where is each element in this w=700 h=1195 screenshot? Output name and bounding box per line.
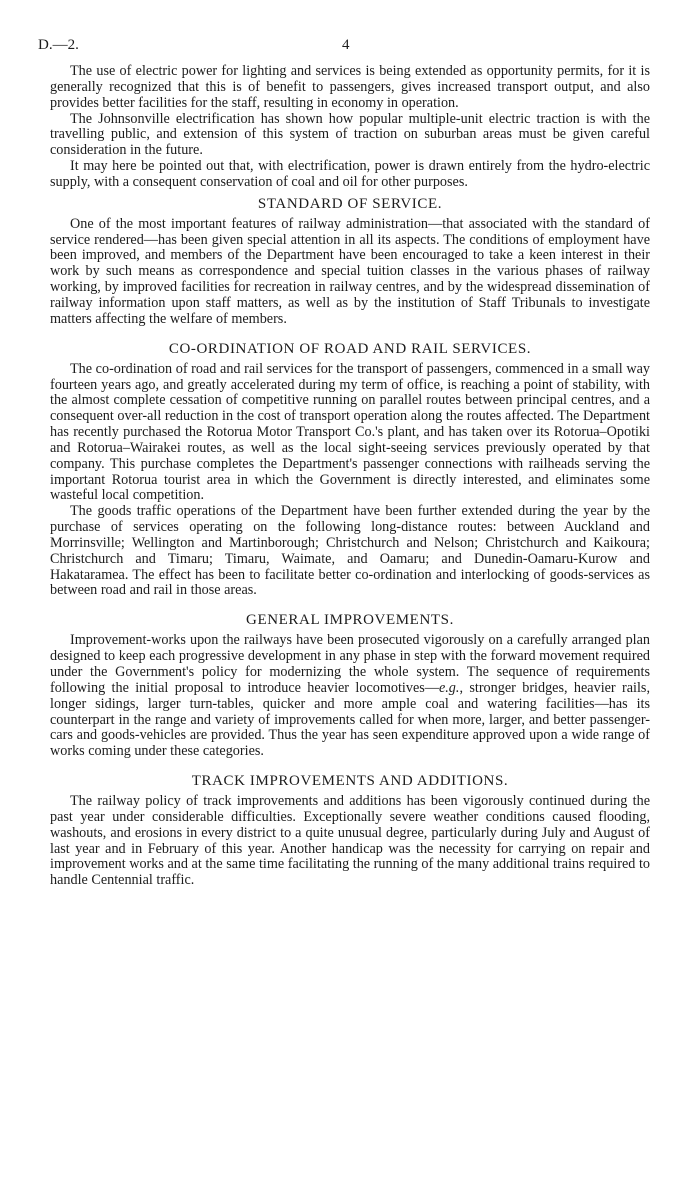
- paragraph: It may here be pointed out that, with electrification, power is drawn entirely from the hydro-electric supply, with a consequent conservation of coal and oil for other purposes.: [50, 158, 650, 190]
- paragraph: [50, 633, 650, 760]
- paragraph: The co-ordination of road and rail services for the transport of passengers, commenced in a small way fourteen years ago, and greatly accelerated during my term of office, is reaching a point of stability, with the almost complete cessation of competitive running on parallel routes between principal centres, and a consequent over-all reduction in the cost of transport operation along the routes affected. The Department has recently purchased the Rotorua Motor Transport Co.'s plant, and has taken over its Rotorua–Opotiki and Rotorua–Wairakei routes, as well as the local sight-seeing services previously operated by that company. This purchase completes the Department's passenger connections with railheads serving the important Rotorua tourist area in which the Government is directly interested, and eliminates some wasteful local competition.: [50, 360, 650, 504]
- text-run: Improvement-works upon the railways have been prosecuted vigorously on a carefully arranged plan designed to keep each progressive development in any phase in step with the forward movement required under the Government's policy for modernizing the whole system. The sequence of requirements following the initial proposal to introduce heavier locomotives—: [50, 632, 650, 696]
- italic-abbreviation: e.g.: [438, 679, 460, 696]
- paragraph: The Johnsonville electrification has shown how popular multiple-unit electric traction is with the travelling public, and extension of this system of traction on suburban areas must be given careful consideration in the future.: [50, 110, 650, 159]
- text-run: , stronger bridges, heavier rails, longer sidings, larger turn-tables, quicker and more ample coal and watering facilities—has its counterpart in the range and variety of improvements called for when more, larger, and better passenger-cars and goods-vehicles are provided. Thus the year has seen expenditure approved upon a wide range of works coming under these categories.: [50, 679, 650, 760]
- track-improvements-section: [50, 773, 650, 889]
- paragraph: The railway policy of track improvements and additions has been vigorously continued during the past year under considerable difficulties. Exceptionally severe weather conditions caused flooding, washouts, and erosions in every district to a quite unusual degree, particularly during July and August of last year and in February of this year. Another handicap was the necessity for carrying on repair and improvement works and at the same time facilitating the running of the many additional trains required to handle Centennial traffic.: [50, 793, 650, 889]
- document-reference: D.—2.: [38, 37, 79, 53]
- paragraph: The goods traffic operations of the Department have been further extended during the year by the purchase of services operating on the following long-distance routes: between Auckland and Morrinsville; Wellington and Martinborough; Christchurch and Nelson; Christchurch and Kaikoura; Christchurch and Timaru; Timaru, Waimate, and Oamaru; and Dunedin-Oamaru-Kurow and Hakataramea. The effect has been to facilitate better co-ordination and interlocking of goods-services as between road and rail in those areas.: [50, 503, 650, 599]
- intro-section: [50, 64, 650, 191]
- standard-of-service-section: [50, 196, 650, 328]
- section-heading: GENERAL IMPROVEMENTS.: [246, 612, 454, 629]
- general-improvements-section: [50, 612, 650, 760]
- section-heading: CO-ORDINATION OF ROAD AND RAIL SERVICES.: [168, 340, 532, 357]
- section-heading: STANDARD OF SERVICE.: [257, 195, 443, 212]
- paragraph: The use of electric power for lighting and services is being extended as opportunity permits, for it is generally recognized that this is of benefit to passengers, gives increased transport output, and also provides better facilities for the staff, resulting in economy in operation.: [50, 63, 650, 111]
- coordination-section: [50, 341, 650, 600]
- paragraph: One of the most important features of railway administration—that associated with the standard of service rendered—has been given special attention in all its aspects. The conditions of employment have been improved, and members of the Department have been encouraged to take a keen interest in their work by such means as correspondence and special tuition classes in the various phases of railway working, by improved facilities for recreation in railway centres, and by the widespread dissemination of railway information upon staff matters, as well as by the institution of Staff Tribunals to investigate matters affecting the welfare of members.: [50, 215, 650, 327]
- running-header: [38, 37, 650, 64]
- page-number: 4: [342, 37, 350, 53]
- section-heading: TRACK IMPROVEMENTS AND ADDITIONS.: [191, 773, 509, 790]
